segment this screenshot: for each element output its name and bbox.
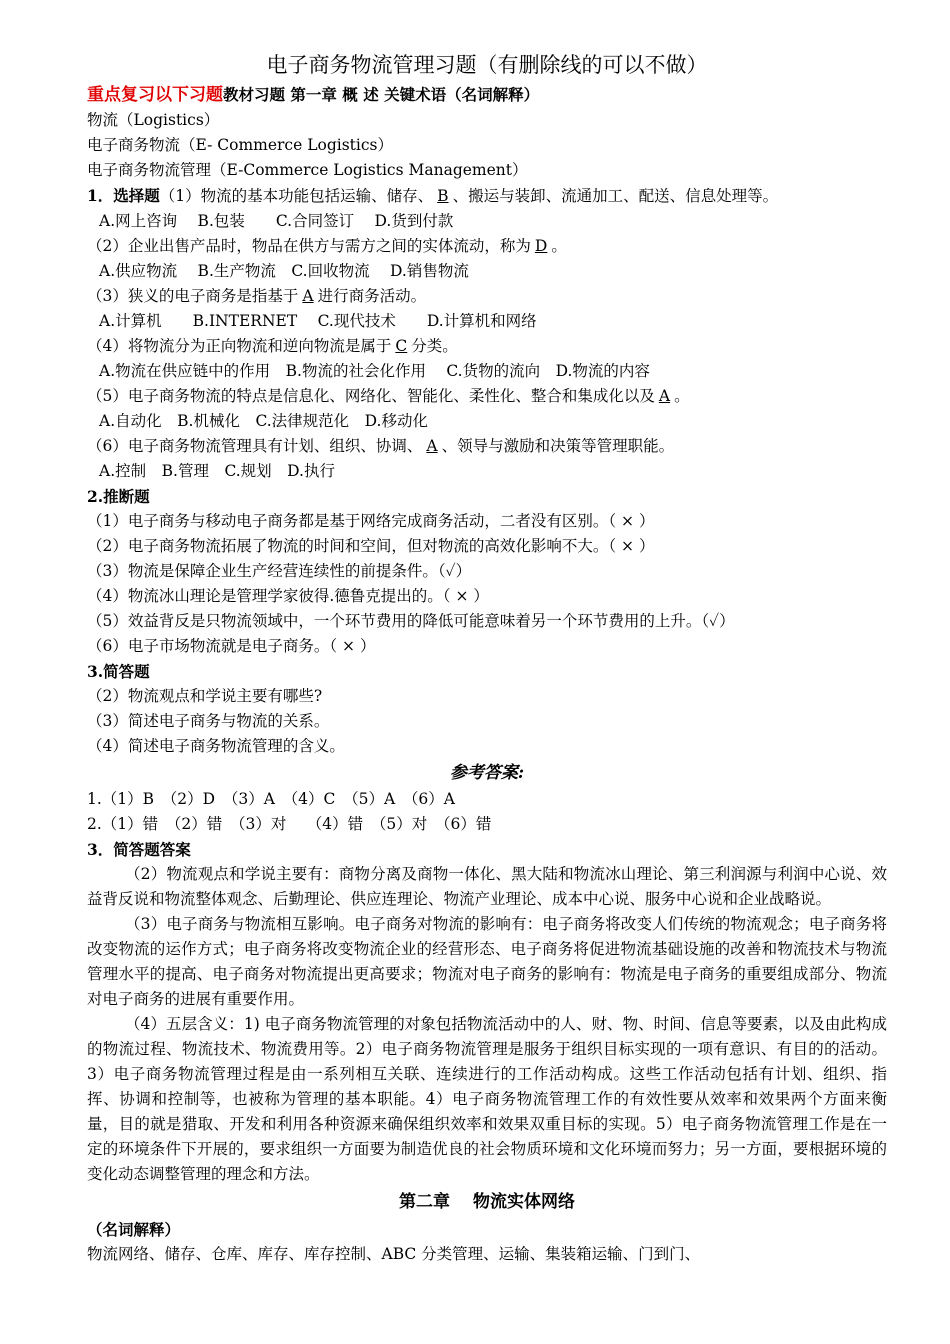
tf-heading: 2.推断题 xyxy=(87,487,150,506)
page-title: 电子商务物流管理习题（有删除线的可以不做） xyxy=(266,53,708,77)
answer-blank: A xyxy=(302,287,314,305)
mc-options: A.自动化 B.机械化 C.法律规范化 D.移动化 xyxy=(99,412,428,430)
mc-options: A.物流在供应链中的作用 B.物流的社会化作用 C.货物的流向 D.物流的内容 xyxy=(99,362,650,380)
mc-options: A.控制 B.管理 C.规划 D.执行 xyxy=(99,462,335,480)
tf-item: （6）电子市场物流就是电子商务。（ × ） xyxy=(87,637,376,655)
term-line: 电子商务物流（E- Commerce Logistics） xyxy=(87,136,393,154)
subtitle-rest: 教材习题 第一章 概 述 关键术语（名词解释） xyxy=(223,85,540,104)
question-text: （1）物流的基本功能包括运输、储存、 xyxy=(159,187,434,205)
mc-options: A.计算机 B.INTERNET C.现代技术 D.计算机和网络 xyxy=(99,312,537,330)
tf-item: （5）效益背反是只物流领域中，一个环节费用的降低可能意味着另一个环节费用的上升。（✓） xyxy=(87,612,735,630)
ref-tf-line: 2.（1）错 （2）错 （3）对 （4）错 （5）对 （6）错 xyxy=(87,815,492,833)
question-text: 分类。 xyxy=(411,337,458,355)
mc-question-2 xyxy=(87,234,887,259)
ref-heading: 参考答案: xyxy=(449,763,525,783)
ref-paragraph: （2）物流观点和学说主要有：商物分离及商物一体化、黑大陆和物流冰山理论、第三利润源与利润中心说、效益背反说和物流整体观念、后勤理论、供应连理论、物流产业理论、成本中心说、服务中心说和企业战略说。 xyxy=(87,865,887,908)
term-line: 电子商务物流管理（E-Commerce Logistics Management） xyxy=(87,161,528,179)
question-text: 。 xyxy=(551,237,567,255)
tf-item: （3）物流是保障企业生产经营连续性的前提条件。（✓） xyxy=(87,562,472,580)
question-text: 、领导与激励和决策等管理职能。 xyxy=(441,437,675,455)
answer-blank: C xyxy=(395,337,408,355)
answer-blank: A xyxy=(658,387,671,405)
document-page xyxy=(87,48,887,1267)
answer-blank: D xyxy=(534,237,548,255)
chapter-terms: 物流网络、储存、仓库、库存、库存控制、ABC 分类管理、运输、集装箱运输、门到门、 xyxy=(87,1245,701,1263)
mc-heading: 1．选择题 xyxy=(87,186,160,205)
question-text: （2）企业出售产品时，物品在供方与需方之间的实体流动，称为 xyxy=(87,237,531,255)
question-text: 、搬运与装卸、流通加工、配送、信息处理等。 xyxy=(452,187,779,205)
term-line: 物流（Logistics） xyxy=(87,111,220,129)
mc-question-4 xyxy=(87,334,887,359)
ref-mc-line: 1.（1）B （2）D （3）A （4）C （5）A （6）A xyxy=(87,790,455,808)
mc-options: A.网上咨询 B.包装 C.合同签订 D.货到付款 xyxy=(99,212,454,230)
subtitle-highlight: 重点复习以下习题 xyxy=(87,85,223,105)
question-text: （5）电子商务物流的特点是信息化、网络化、智能化、柔性化、整合和集成化以及 xyxy=(87,387,655,405)
tf-item: （2）电子商务物流拓展了物流的时间和空间，但对物流的高效化影响不大。（ × ） xyxy=(87,537,655,555)
sa-item: （3）简述电子商务与物流的关系。 xyxy=(87,712,330,730)
ref-sa-heading: 3．简答题答案 xyxy=(87,840,191,859)
sa-item: （2）物流观点和学说主要有哪些? xyxy=(87,687,323,705)
chapter-heading: 第二章 物流实体网络 xyxy=(399,1192,575,1212)
mc-question-3 xyxy=(87,284,887,309)
ref-paragraph: （4）五层含义：1) 电子商务物流管理的对象包括物流活动中的人、财、物、时间、信息等要素，以及由此构成的物流过程、物流技术、物流费用等。2）电子商务物流管理是服务于组织目标实现的一项有意识、有目的的活动。3）电子商务物流管理过程是由一系列相互关联、连续进行的工作活动构成。这些工作活动包括有计划、组织、指挥、协调和控制等，也被称为管理的基本职能。4）电子商务物流管理工作的有效性要从效率和效果两个方面来衡量，目的就是猎取、开发和利用各种资源来确保组织效率和效果双重目标的实现。5）电子商务物流管理工作是在一定的环境条件下开展的，要求组织一方面要为制造优良的社会物质环境和文化环境而努力；另一方面，要根据环境的变化动态调整管理的理念和方法。 xyxy=(87,1015,887,1183)
question-text: 进行商务活动。 xyxy=(317,287,427,305)
tf-item: （1）电子商务与移动电子商务都是基于网络完成商务活动，二者没有区别。（ × ） xyxy=(87,512,655,530)
mc-question-6 xyxy=(87,434,887,459)
question-text: （3）狭义的电子商务是指基于 xyxy=(87,287,299,305)
mc-question-5 xyxy=(87,384,887,409)
ref-paragraph: （3）电子商务与物流相互影响。电子商务对物流的影响有：电子商务将改变人们传统的物流观念；电子商务将改变物流的运作方式；电子商务将改变物流企业的经营形态、电子商务将促进物流基础设施的改善和物流技术与物流管理水平的提高、电子商务对物流提出更高要求；物流对电子商务的影响有：物流是电子商务的重要组成部分、物流对电子商务的进展有重要作用。 xyxy=(87,915,887,1008)
answer-blank: B xyxy=(437,187,449,205)
tf-item: （4）物流冰山理论是管理学家彼得.德鲁克提出的。（ × ） xyxy=(87,587,489,605)
chapter-sub: （名词解释） xyxy=(87,1220,181,1239)
subtitle xyxy=(87,82,887,108)
sa-item: （4）简述电子商务物流管理的含义。 xyxy=(87,737,345,755)
mc-options: A.供应物流 B.生产物流 C.回收物流 D.销售物流 xyxy=(99,262,469,280)
sa-heading: 3.简答题 xyxy=(87,662,150,681)
question-text: （6）电子商务物流管理具有计划、组织、协调、 xyxy=(87,437,423,455)
mc-question-1 xyxy=(87,183,887,209)
answer-blank: A xyxy=(426,437,438,455)
question-text: （4）将物流分为正向物流和逆向物流是属于 xyxy=(87,337,392,355)
question-text: 。 xyxy=(674,387,690,405)
